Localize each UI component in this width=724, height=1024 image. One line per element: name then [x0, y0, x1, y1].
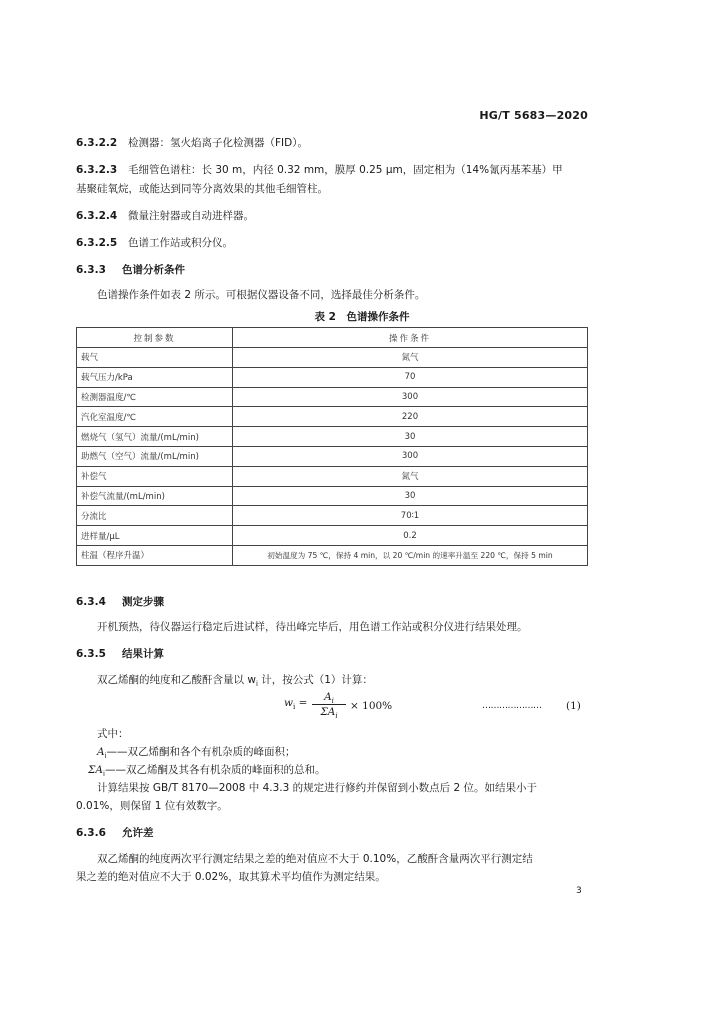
section-6-3-3-heading: [76, 263, 185, 277]
calc-intro-text: 双乙烯酮的纯度和乙酸酐含量以 w: [97, 674, 256, 686]
param-cell: 检测器温度/℃: [77, 387, 233, 407]
section-6-3-2-4: [76, 209, 254, 223]
section-text-line1: 毛细管色谱柱：长 30 m，内径 0.32 mm，膜厚 0.25 μm，固定相为（14%氰丙基苯基）甲: [128, 164, 563, 176]
value-cell: 220: [233, 407, 588, 427]
param-cell: 补偿气: [77, 466, 233, 486]
section-6-3-2-3: [76, 163, 563, 177]
page-number: 3: [576, 886, 582, 896]
table-row: [77, 506, 588, 526]
section-number: 6.3.5: [76, 648, 106, 660]
table-row: [77, 486, 588, 506]
formula-lhs: [284, 697, 307, 711]
param-cell: 柱温（程序升温）: [77, 545, 233, 565]
value-cell: 30: [233, 427, 588, 447]
section-number: 6.3.2.4: [76, 210, 118, 222]
definition-1: [97, 745, 296, 763]
section-6-3-2-2: [76, 136, 308, 150]
value-cell: 0.2: [233, 526, 588, 546]
formula-numerator: [310, 690, 348, 704]
param-cell: 分流比: [77, 506, 233, 526]
section-paragraph: 色谱操作条件如表 2 所示。可根据仪器设备不同，选择最佳分析条件。: [97, 289, 426, 301]
value-cell: 氮气: [233, 348, 588, 368]
header-cell: 控制参数: [77, 328, 233, 348]
table-row: [77, 387, 588, 407]
section-number: 6.3.2.2: [76, 137, 118, 149]
table-row: [77, 545, 588, 565]
rounding-rule-line2: 0.01%，则保留 1 位有效数字。: [76, 800, 228, 812]
section-number: 6.3.2.5: [76, 237, 118, 249]
section-6-3-4-heading: [76, 595, 164, 609]
def1-sub: i: [104, 752, 107, 761]
formula-num-symbol: A: [324, 691, 332, 703]
table-row: [77, 466, 588, 486]
def2-text: ——双乙烯酮及其各有机杂质的峰面积的总和。: [104, 764, 326, 776]
definition-2: [88, 763, 325, 781]
param-cell: 载气: [77, 348, 233, 368]
value-cell: 300: [233, 387, 588, 407]
section-title: 色谱分析条件: [122, 264, 185, 276]
section-title: 测定步骤: [122, 596, 164, 608]
value-cell: 氮气: [233, 466, 588, 486]
value-cell: 70: [233, 367, 588, 387]
table-header-row: [77, 328, 588, 348]
param-cell: 汽化室温度/℃: [77, 407, 233, 427]
param-cell: 载气压力/kPa: [77, 367, 233, 387]
section-number: 6.3.3: [76, 264, 106, 276]
section-number: 6.3.4: [76, 596, 106, 608]
chromatography-conditions-table: [76, 327, 588, 566]
tolerance-line2: 果之差的绝对值应不大于 0.02%，取其算术平均值作为测定结果。: [76, 871, 386, 883]
where-label: 式中：: [97, 728, 129, 740]
section-title: 允许差: [122, 827, 154, 839]
formula-times: × 100%: [350, 700, 393, 712]
def1-symbol: A: [97, 746, 105, 758]
section-text: 检测器：氢火焰离子化检测器（FID）。: [128, 137, 308, 149]
section-6-3-2-5: [76, 236, 233, 250]
value-cell: 300: [233, 446, 588, 466]
section-text: 微量注射器或自动进样器。: [128, 210, 254, 222]
section-paragraph: 开机预热，待仪器运行稳定后进试样，待出峰完毕后，用色谱工作站或积分仪进行结果处理。: [97, 621, 528, 633]
formula-leader-dots: …………………: [482, 701, 542, 711]
table-row: [77, 446, 588, 466]
param-cell: 补偿气流量/(mL/min): [77, 486, 233, 506]
formula-den-symbol: ΣA: [320, 706, 336, 718]
tolerance-line1: 双乙烯酮的纯度两次平行测定结果之差的绝对值应不大于 0.10%，乙酸酐含量两次平行测定结: [97, 853, 533, 865]
param-cell: 进样量/μL: [77, 526, 233, 546]
value-cell: 70∶1: [233, 506, 588, 526]
table-caption: 表 2 色谱操作条件: [314, 311, 410, 323]
table-row: [77, 348, 588, 368]
formula-lhs-symbol: w: [284, 697, 293, 709]
calc-intro: [97, 673, 373, 691]
calc-intro-sub: i: [255, 680, 258, 689]
def2-symbol: ΣA: [88, 764, 104, 776]
formula-fraction: [310, 690, 348, 719]
table-row: [77, 526, 588, 546]
formula-equation-number: (1): [566, 700, 581, 712]
value-cell: 初始温度为 75 ℃，保持 4 min，以 20 ℃/min 的速率升温至 220 ℃，保持 5 min: [233, 545, 588, 565]
calc-intro-rest: 计，按公式（1）计算：: [257, 674, 373, 686]
rounding-rule-line1: 计算结果按 GB/T 8170—2008 中 4.3.3 的规定进行修约并保留到小数点后 2 位。如结果小于: [97, 782, 537, 794]
formula-equals: =: [295, 697, 308, 709]
section-title: 结果计算: [122, 648, 164, 660]
table-row: [77, 367, 588, 387]
section-number: 6.3.2.3: [76, 164, 118, 176]
section-text: 色谱工作站或积分仪。: [128, 237, 233, 249]
standard-number: HG/T 5683—2020: [479, 109, 588, 122]
section-6-3-5-heading: [76, 647, 164, 661]
table-row: [77, 427, 588, 447]
value-cell: 30: [233, 486, 588, 506]
def1-text: ——双乙烯酮和各个有机杂质的峰面积；: [106, 746, 296, 758]
formula-num-sub: i: [331, 697, 334, 706]
section-text-line2: 基聚硅氧烷，或能达到同等分离效果的其他毛细管柱。: [76, 183, 328, 195]
formula-den-sub: i: [335, 712, 338, 721]
section-number: 6.3.6: [76, 827, 106, 839]
def2-sub: i: [103, 770, 105, 779]
formula-lhs-sub: i: [293, 703, 296, 712]
table-row: [77, 407, 588, 427]
formula-denominator: [310, 705, 348, 719]
header-cell: 操作条件: [233, 328, 588, 348]
section-6-3-6-heading: [76, 826, 154, 840]
param-cell: 助燃气（空气）流量/(mL/min): [77, 446, 233, 466]
param-cell: 燃烧气（氢气）流量/(mL/min): [77, 427, 233, 447]
